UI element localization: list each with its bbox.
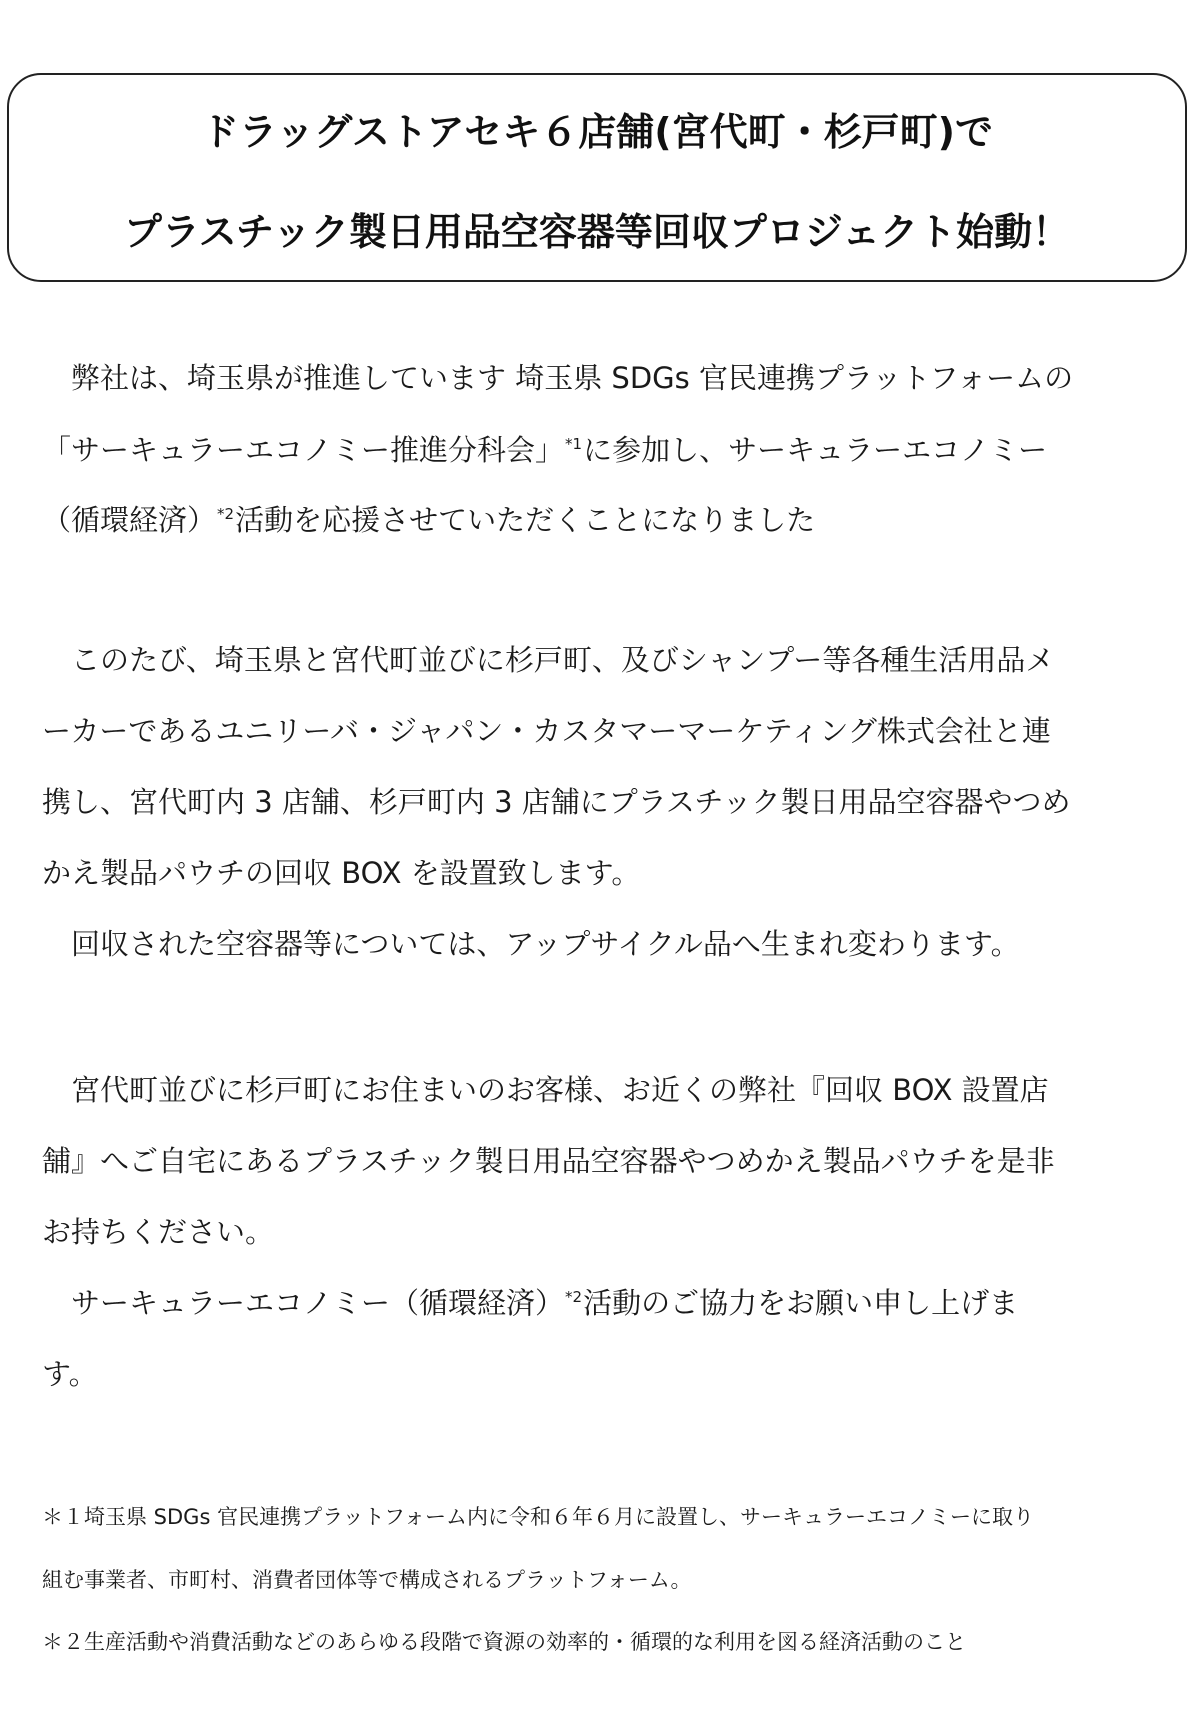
footnote-2: ＊２生産活動や消費活動などのあらゆる段階で資源の効率的・循環的な利用を図る経済活動のこと	[42, 1630, 966, 1654]
paragraph-1-line-3-text-b: 活動を応援させていただくことになりました	[235, 503, 816, 537]
paragraph-3-line-5: す。	[42, 1357, 98, 1391]
title-line-2: プラスチック製日用品空容器等回収プロジェクト始動！	[123, 210, 1071, 254]
footnote-1-line-1: ＊１埼玉県 SDGs 官民連携プラットフォーム内に令和６年６月に設置し、サーキュラーエコノミーに取り	[42, 1505, 1034, 1529]
paragraph-3-line-4-text-b: 活動のご協力をお願い申し上げま	[583, 1286, 1019, 1320]
paragraph-2-line-1: このたび、埼玉県と宮代町並びに杉戸町、及びシャンプー等各種生活用品メ	[42, 643, 1055, 677]
paragraph-3-line-4	[42, 1283, 1018, 1323]
paragraph-3-line-4-text-a: サーキュラーエコノミー（循環経済）	[42, 1286, 565, 1320]
paragraph-2-line-5: 回収された空容器等については、アップサイクル品へ生まれ変わります。	[42, 927, 1020, 961]
footnote-ref-2: *2	[217, 505, 235, 523]
paragraph-3-line-1: 宮代町並びに杉戸町にお住まいのお客様、お近くの弊社『回収 BOX 設置店	[42, 1073, 1049, 1107]
footnote-ref-2-repeat: *2	[565, 1288, 583, 1306]
paragraph-1-line-1: 弊社は、埼玉県が推進しています 埼玉県 SDGs 官民連携プラットフォームの	[42, 361, 1074, 395]
title-box	[7, 73, 1187, 282]
paragraph-2-line-4: かえ製品パウチの回収 BOX を設置致します。	[42, 856, 641, 890]
footnote-ref-1: *1	[565, 435, 583, 453]
paragraph-1-line-2-text-b: に参加し、サーキュラーエコノミー	[583, 433, 1048, 467]
title-line-1: ドラッグストアセキ６店舗(宮代町・杉戸町)で	[200, 110, 994, 154]
paragraph-1-line-2	[42, 430, 1047, 470]
paragraph-2-line-2: ーカーであるユニリーバ・ジャパン・カスタマーマーケティング株式会社と連	[42, 714, 1051, 748]
paragraph-1-line-2-text-a: 「サーキュラーエコノミー推進分科会」	[42, 433, 565, 467]
paragraph-1-line-3-text-a: （循環経済）	[42, 503, 217, 537]
paragraph-1-line-3	[42, 500, 815, 540]
paragraph-3-line-3: お持ちください。	[42, 1215, 275, 1249]
paragraph-3-line-2: 舗』へご自宅にあるプラスチック製日用品空容器やつめかえ製品パウチを是非	[42, 1144, 1055, 1178]
paragraph-2-line-3: 携し、宮代町内 3 店舗、杉戸町内 3 店舗にプラスチック製日用品空容器やつめ	[42, 785, 1071, 819]
footnote-1-line-2: 組む事業者、市町村、消費者団体等で構成されるプラットフォーム。	[42, 1568, 692, 1592]
